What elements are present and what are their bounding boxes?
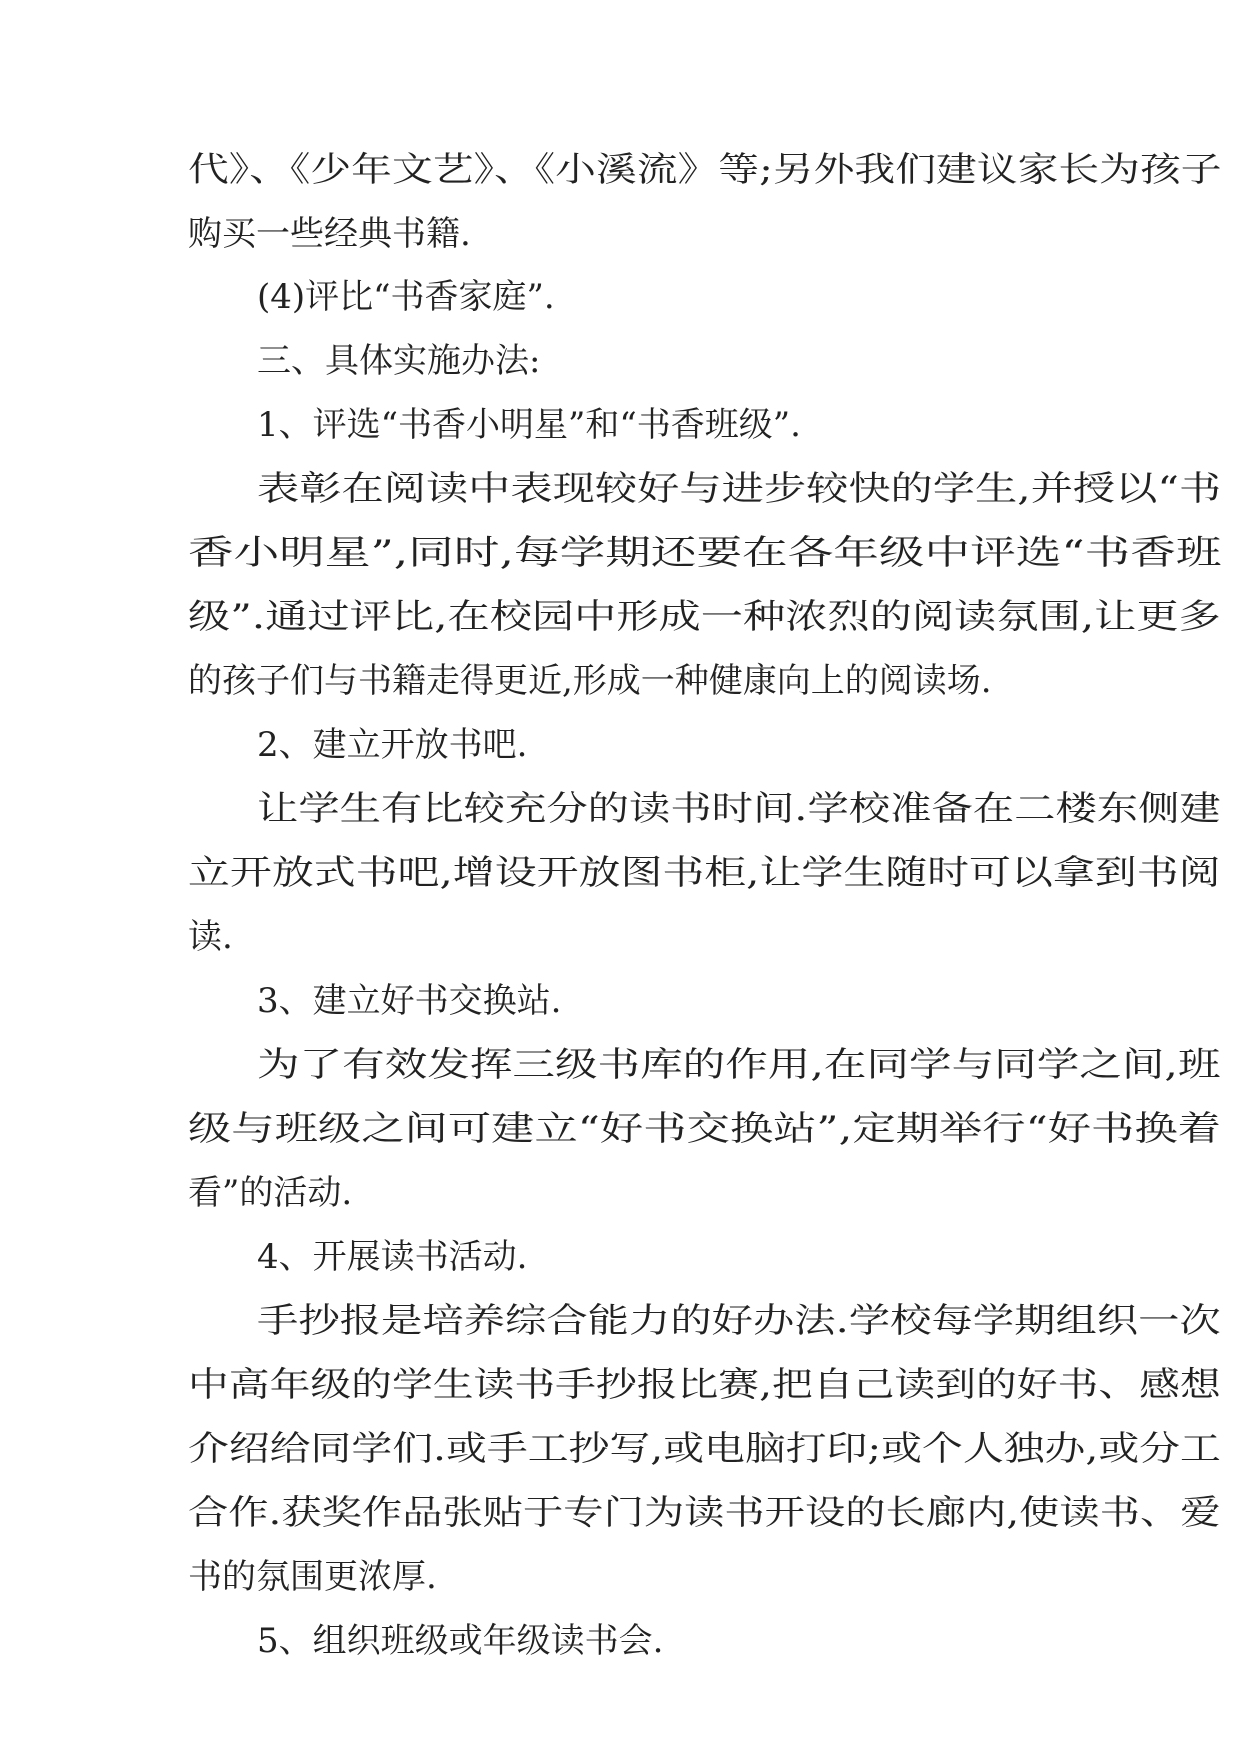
subsection-heading: 3、建立好书交换站. [257, 981, 562, 1021]
text-line: 的孩子们与书籍走得更近,形成一种健康向上的阅读场. [188, 661, 992, 701]
text-line: 读. [188, 917, 233, 957]
text-line: 合作.获奖作品张贴于专门为读书开设的长廊内,使读书、爱 [188, 1493, 1221, 1533]
text-line: 立开放式书吧,增设开放图书柜,让学生随时可以拿到书阅 [188, 853, 1221, 893]
text-line: 代》、《少年文艺》、《小溪流》等;另外我们建议家长为孩子 [188, 150, 1222, 190]
section-heading: 三、具体实施办法: [257, 341, 541, 381]
text-line: 手抄报是培养综合能力的好办法.学校每学期组织一次 [257, 1301, 1221, 1341]
subsection-heading: 4、开展读书活动. [257, 1237, 528, 1277]
text-line: 香小明星”,同时,每学期还要在各年级中评选“书香班 [188, 533, 1222, 573]
text-line: 级”.通过评比,在校园中形成一种浓烈的阅读氛围,让更多 [188, 597, 1221, 637]
subsection-heading: 1、评选“书香小明星”和“书香班级”. [257, 405, 801, 445]
text-line: (4)评比“书香家庭”. [257, 277, 555, 317]
text-line: 购买一些经典书籍. [188, 214, 471, 254]
text-line: 中高年级的学生读书手抄报比赛,把自己读到的好书、感想 [188, 1365, 1221, 1405]
text-line: 为了有效发挥三级书库的作用,在同学与同学之间,班 [257, 1045, 1221, 1085]
text-line: 看”的活动. [188, 1173, 353, 1213]
text-line: 表彰在阅读中表现较好与进步较快的学生,并授以“书 [257, 469, 1222, 509]
subsection-heading: 2、建立开放书吧. [257, 725, 528, 765]
text-line: 介绍给同学们.或手工抄写,或电脑打印;或个人独办,或分工 [188, 1429, 1221, 1469]
text-line: 书的氛围更浓厚. [188, 1557, 437, 1597]
subsection-heading: 5、组织班级或年级读书会. [257, 1621, 664, 1661]
text-line: 让学生有比较充分的读书时间.学校准备在二楼东侧建 [257, 789, 1221, 829]
text-line: 级与班级之间可建立“好书交换站”,定期举行“好书换着 [188, 1109, 1221, 1149]
